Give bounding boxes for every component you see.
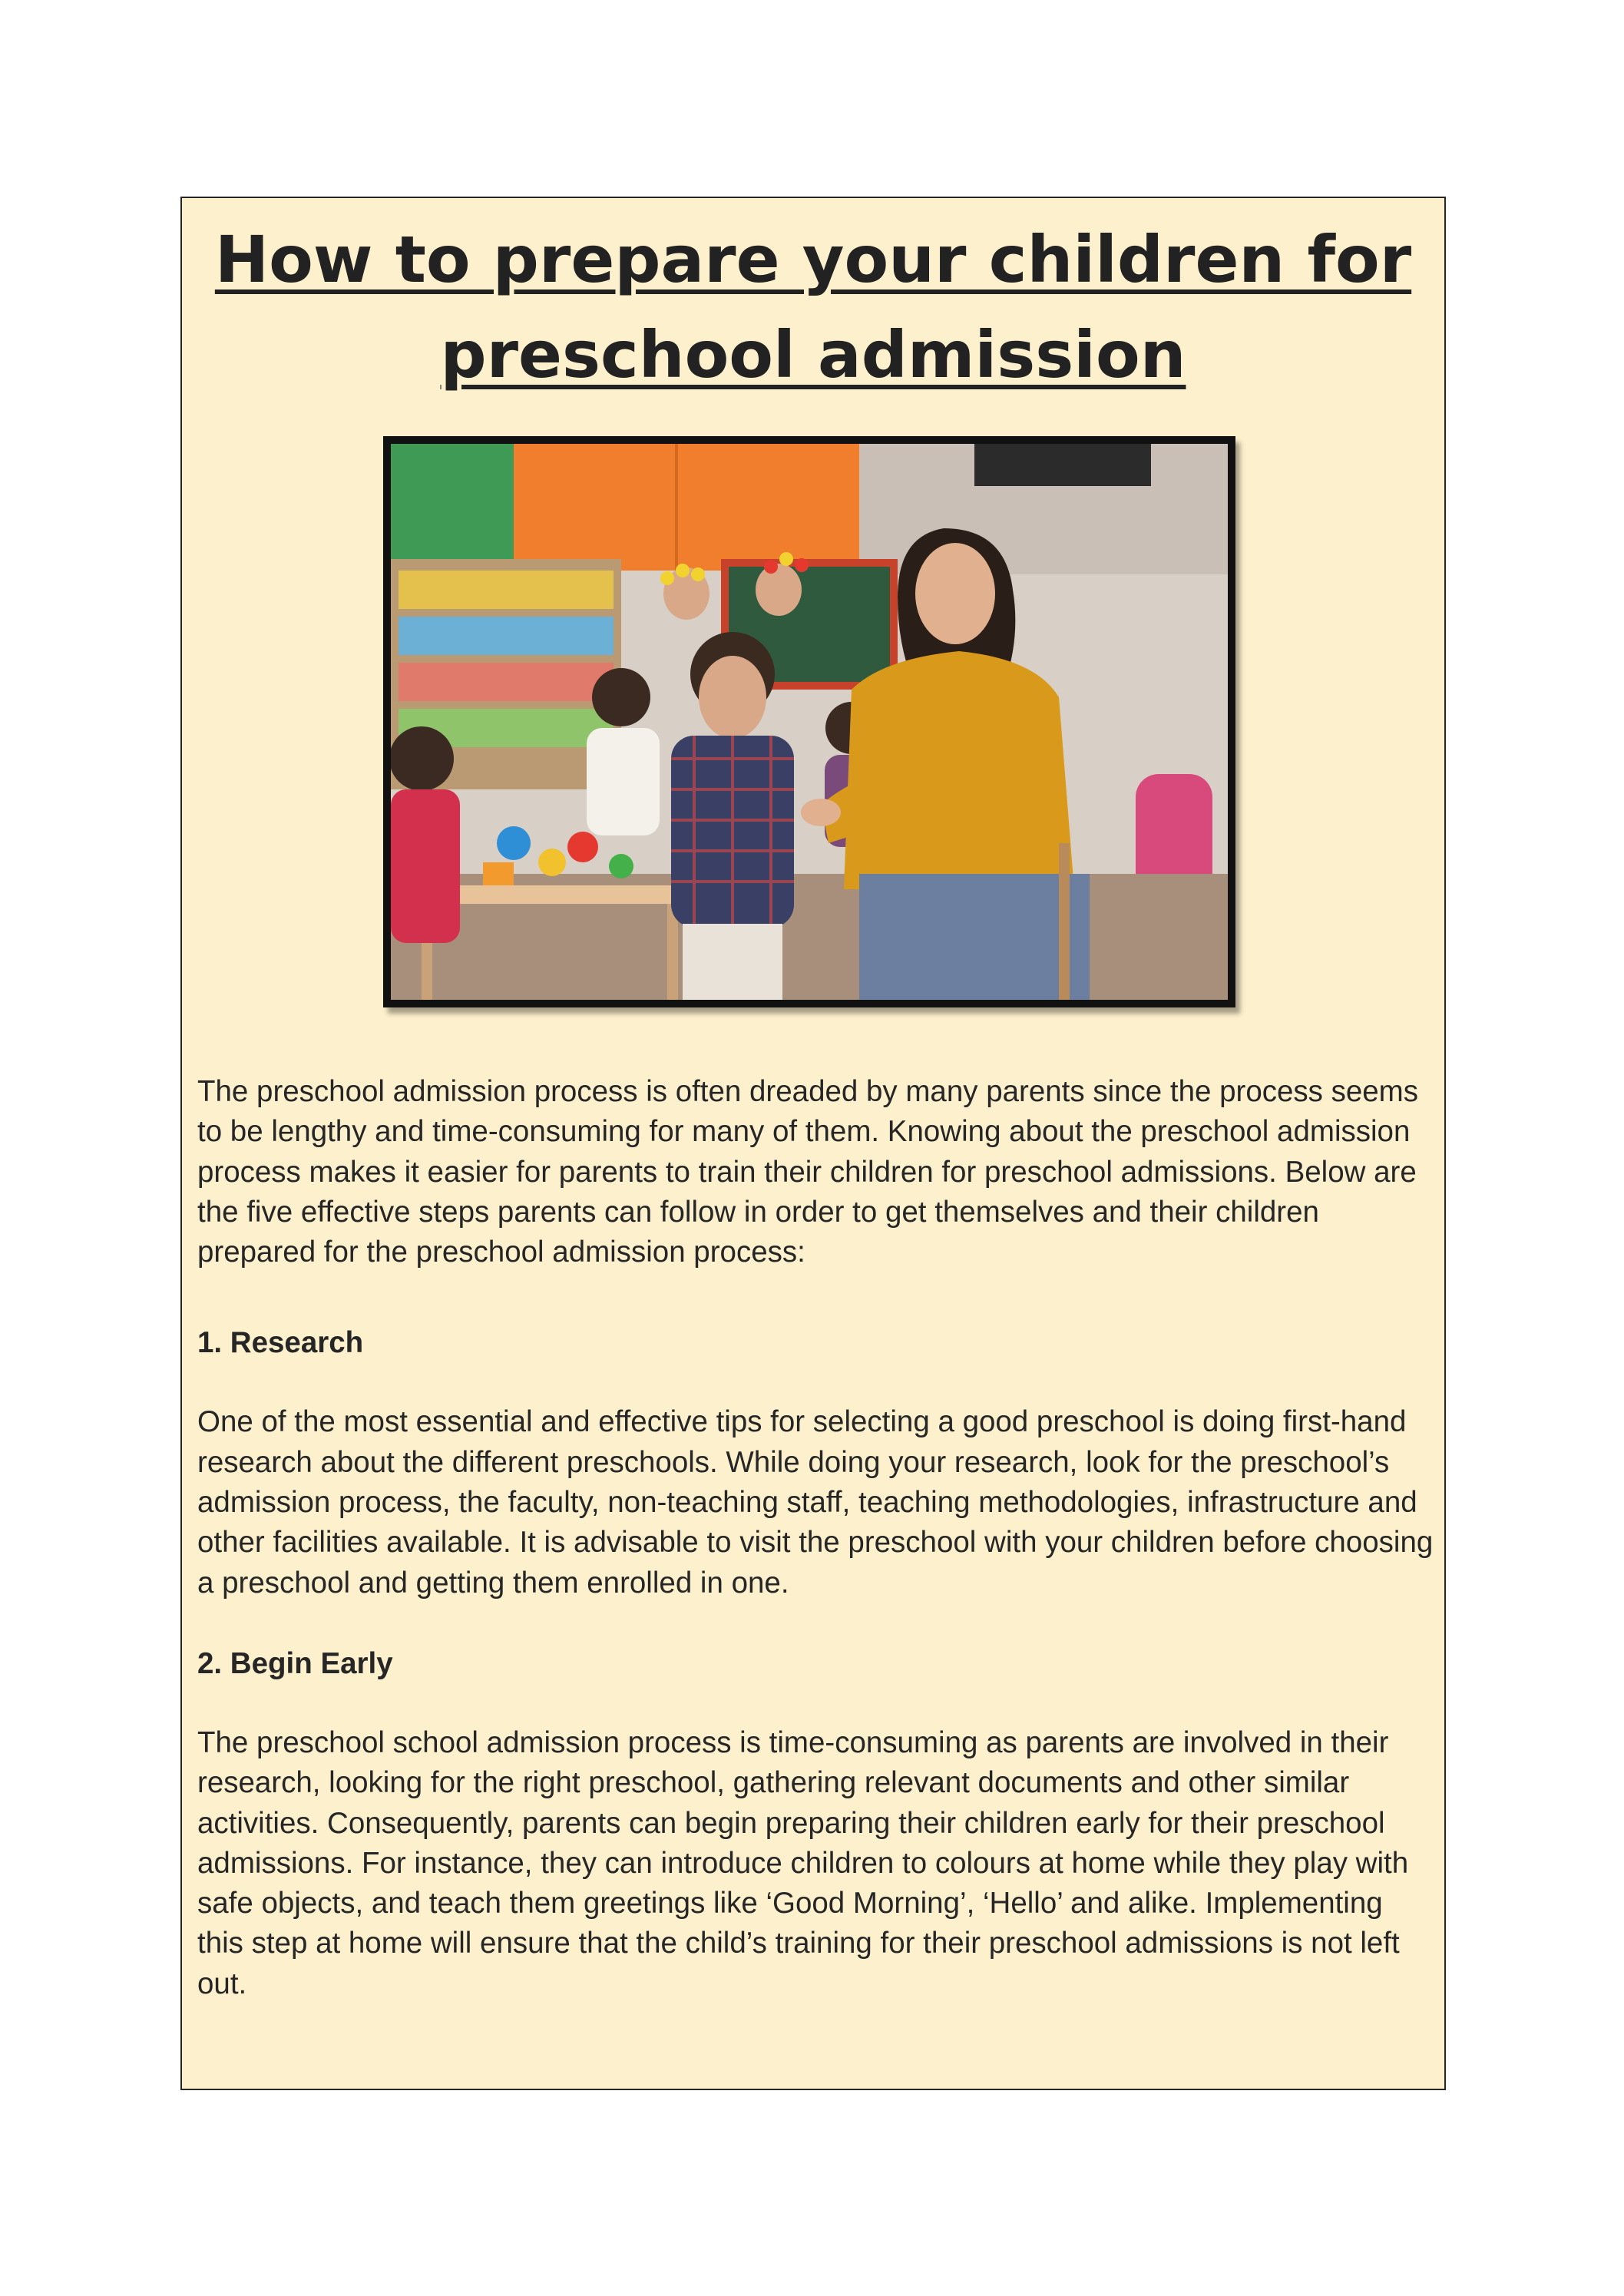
classroom-illustration (391, 444, 1228, 1000)
page-title: How to prepare your children for preschool admission (214, 222, 1412, 392)
section-body-begin-early: The preschool school admission process is time-consuming as parents are involved in their research, looking for the right preschool, gathering relevant documents and other similar activities. Consequently, parents can begin preparing their children early for their preschool admissions. For instance, they can introduce children to colours at home while they play with safe objects, and teach them greetings like ‘Good Morning’, ‘Hello’ and alike. Implementing this step at home will ensure that the child’s training for their preschool admissions is not left out. (197, 1725, 1409, 2000)
intro-paragraph: The preschool admission process is often dreaded by many parents since the process seems to be lengthy and time-consuming for many of them. Knowing about the preschool admission process makes it easier for parents to train their children for preschool admissions. Below are the five effective steps parents can follow in order to get themselves and their children prepared for the preschool admission process: (197, 1075, 1419, 1269)
content-box (180, 197, 1446, 2090)
section-body-research: One of the most essential and effective tips for selecting a good preschool is doing first-hand research about the different preschools. While doing your research, look for the preschool’s admission process, the faculty, non-teaching staff, teaching methodologies, infrastructure and other facilities available. It is advisable to visit the preschool with your children before choosing a preschool and getting them enrolled in one. (197, 1405, 1434, 1600)
classroom-photo (383, 436, 1235, 1007)
article-body (197, 1072, 1434, 2004)
section-heading-research: 1. Research (197, 1326, 364, 1360)
section-heading-begin-early: 2. Begin Early (197, 1646, 393, 1680)
